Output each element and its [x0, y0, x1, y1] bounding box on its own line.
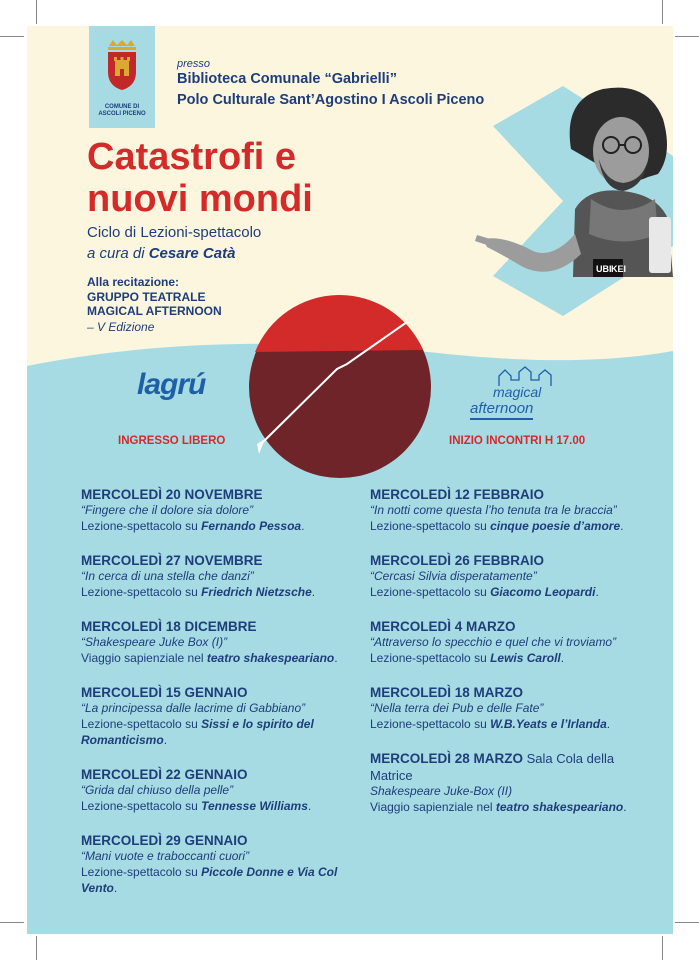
recital-label: Alla recitazione:	[87, 275, 180, 289]
event-subject: Fernando Pessoa	[201, 519, 302, 533]
event-quote: “In cerca di una stella che danzi”	[81, 569, 254, 583]
event-desc-text: Viaggio sapienziale nel	[370, 800, 496, 814]
event-desc-text: Lezione-spettacolo su	[370, 651, 491, 665]
title-line1: Catastrofi e	[87, 136, 297, 178]
event-desc	[81, 650, 371, 666]
event-desc-end: .	[301, 519, 305, 533]
event-date	[370, 618, 660, 635]
event-subject: Friedrich Nietzsche	[201, 585, 312, 599]
event-desc-end: .	[560, 651, 565, 665]
event-date: MERCOLEDÌ 29 GENNAIO	[81, 833, 248, 848]
event-date-text: MERCOLEDÌ 4 MARZO	[370, 619, 516, 634]
event-subject: Lewis Caroll	[490, 651, 561, 665]
castle-crest-icon	[103, 40, 141, 90]
free-entry-label: INGRESSO LIBERO	[118, 435, 226, 447]
event-subject: teatro shakespeariano	[495, 800, 624, 814]
venue-line1: Biblioteca Comunale “Gabrielli”	[177, 71, 397, 87]
event-quote: “Grida dal chiuso della pelle”	[81, 783, 234, 797]
event-desc-text: Lezione-spettacolo su	[81, 519, 202, 533]
curator-prefix: a cura di	[87, 245, 149, 262]
event-item	[81, 766, 371, 814]
performer-photo	[463, 59, 673, 277]
event-date-text: MERCOLEDÌ 28 MARZO	[370, 751, 524, 766]
event-desc	[370, 518, 660, 534]
crop-mark	[675, 922, 699, 923]
event-date-text: MERCOLEDÌ 26 FEBBRAIO	[370, 553, 545, 568]
event-venue: Sala Cola della Matrice	[370, 751, 615, 783]
curator-name: Cesare Catà	[148, 245, 236, 262]
event-subject: cinque poesie d’amore	[490, 519, 621, 533]
event-quote: “Shakespeare Juke Box (I)”	[81, 635, 228, 649]
event-desc-end: .	[113, 881, 118, 895]
event-quote: “Fingere che il dolore sia dolore”	[81, 503, 254, 517]
event-date	[370, 552, 660, 569]
event-desc-text: Lezione-spettacolo su	[370, 717, 491, 731]
event-desc-end: .	[307, 799, 312, 813]
recital-group-line2: MAGICAL AFTERNOON	[87, 304, 222, 318]
event-desc	[370, 650, 660, 666]
title-line2: nuovi mondi	[87, 178, 313, 220]
event-desc	[370, 799, 660, 815]
event-date	[370, 684, 660, 701]
event-quote: “La principessa dalle lacrime di Gabbiano”	[81, 701, 306, 715]
crest-label-line2: ASCOLI PICENO	[98, 111, 146, 117]
crop-mark	[36, 0, 37, 24]
crop-mark	[0, 922, 24, 923]
event-item	[370, 486, 660, 534]
start-time-label: INIZIO INCONTRI H 17.00	[449, 435, 586, 447]
magical-logo-line1: magical	[493, 384, 542, 400]
crest-label-line1: COMUNE DI	[104, 104, 140, 110]
event-date	[370, 750, 660, 784]
event-subject: teatro shakespeariano	[206, 651, 335, 665]
events-left-column	[81, 486, 371, 914]
event-quote: Shakespeare Juke-Box (II)	[370, 784, 513, 798]
event-item	[81, 552, 371, 600]
venue-line2: Polo Culturale Sant’Agostino I Ascoli Piceno	[177, 92, 485, 108]
crop-mark	[675, 36, 699, 37]
event-subject: W.B.Yeats e l’Irlanda	[490, 717, 607, 731]
event-date-text: MERCOLEDÌ 12 FEBBRAIO	[370, 487, 545, 502]
magical-logo-line2: afternoon	[470, 400, 533, 420]
event-subject: Tennesse Williams	[201, 799, 308, 813]
event-quote: “Cercasi Silvia disperatamente”	[370, 569, 537, 583]
presso-label: presso	[177, 58, 211, 70]
recital-group-line1: GRUPPO TEATRALE	[87, 290, 206, 304]
poster	[27, 26, 673, 934]
crop-mark	[36, 936, 37, 960]
event-desc-end: .	[623, 800, 627, 814]
event-subject: Piccole Donne e Via Col Vento	[81, 865, 338, 895]
event-desc-end: .	[606, 717, 611, 731]
event-item	[370, 618, 660, 666]
event-desc-text: Lezione-spettacolo su	[370, 519, 491, 533]
event-desc	[81, 798, 371, 814]
event-item	[81, 486, 371, 534]
event-desc-end: .	[620, 519, 624, 533]
event-date: MERCOLEDÌ 27 NOVEMBRE	[81, 553, 263, 568]
crop-mark	[662, 936, 663, 960]
event-date: MERCOLEDÌ 22 GENNAIO	[81, 767, 248, 782]
crop-mark	[0, 36, 24, 37]
event-desc-end: .	[595, 585, 599, 599]
event-desc	[81, 518, 371, 534]
event-desc	[81, 584, 371, 600]
event-desc-text: Lezione-spettacolo su	[81, 585, 202, 599]
event-desc	[370, 584, 660, 600]
event-quote: “Nella terra dei Pub e delle Fate”	[370, 701, 544, 715]
event-date: MERCOLEDÌ 15 GENNAIO	[81, 685, 248, 700]
magical-afternoon-logo	[467, 366, 567, 426]
curator	[87, 245, 235, 262]
event-item	[370, 684, 660, 732]
event-quote: “Mani vuote e traboccanti cuori”	[81, 849, 250, 863]
shirt-text-1: UBI	[596, 264, 612, 274]
event-item	[81, 832, 371, 896]
shirt-text-2: KEI	[611, 264, 627, 274]
event-item	[81, 618, 371, 666]
event-desc-end: .	[334, 651, 338, 665]
event-desc-text: Lezione-spettacolo su	[81, 717, 202, 731]
event-desc-text: Lezione-spettacolo su	[81, 865, 202, 879]
event-item	[370, 552, 660, 600]
event-desc	[81, 716, 371, 748]
event-subject: Sissi e lo spirito del Romanticismo	[81, 717, 314, 747]
event-desc	[370, 716, 660, 732]
event-desc-text: Lezione-spettacolo su	[370, 585, 491, 599]
event-desc-text: Viaggio sapienziale nel	[81, 651, 207, 665]
event-desc-text: Lezione-spettacolo su	[81, 799, 202, 813]
event-date-text: MERCOLEDÌ 18 MARZO	[370, 685, 524, 700]
events-right-column	[370, 486, 660, 833]
lagru-logo: lagrú	[137, 368, 206, 401]
recital-edition: – V Edizione	[87, 320, 155, 334]
event-quote: “In notti come questa l’ho tenuta tra le braccia”	[370, 503, 617, 517]
page-title	[87, 136, 313, 220]
event-item	[81, 684, 371, 748]
event-desc	[81, 864, 371, 896]
subtitle: Ciclo di Lezioni-spettacolo	[87, 224, 262, 241]
red-circle-graphic	[247, 294, 433, 480]
crop-mark	[662, 0, 663, 24]
event-date	[370, 486, 660, 503]
event-date: MERCOLEDÌ 18 DICEMBRE	[81, 619, 257, 634]
event-date: MERCOLEDÌ 20 NOVEMBRE	[81, 487, 263, 502]
event-subject: Giacomo Leopardi	[490, 585, 596, 599]
event-desc-end: .	[163, 733, 168, 747]
event-quote: “Attraverso lo specchio e quel che vi troviamo”	[370, 635, 617, 649]
event-desc-end: .	[311, 585, 316, 599]
municipality-crest	[89, 26, 155, 128]
event-item	[370, 750, 660, 815]
